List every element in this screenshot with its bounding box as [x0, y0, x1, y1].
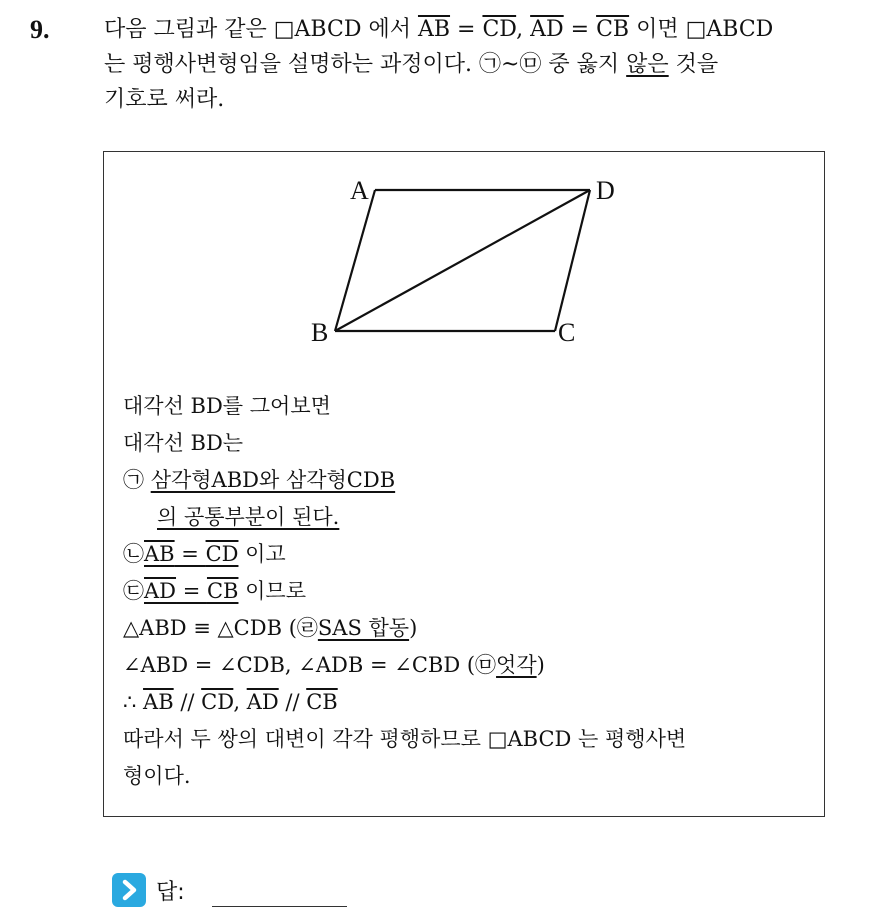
proof-lines: [123, 388, 813, 795]
equals: =: [176, 579, 207, 603]
q-text: 다음 그림과 같은 □ABCD 에서: [104, 17, 418, 42]
proof-line-10: 따라서 두 쌍의 대변이 각각 평행하므로 □ABCD 는 평행사변: [123, 727, 687, 751]
chevron-right-icon: [112, 873, 146, 907]
parallel-symbol: //: [278, 690, 307, 714]
proof-line-5: [123, 536, 813, 573]
vertex-b-label: B: [311, 318, 329, 347]
answer-blank[interactable]: [212, 906, 347, 907]
proof-line-2: 대각선 BD는: [123, 431, 244, 455]
question-line-2: [104, 47, 869, 82]
question-text: [104, 12, 869, 117]
therefore-symbol: ∴: [123, 690, 144, 714]
side-ab: [335, 190, 375, 331]
segment-ab: $\overline{AB}$: [143, 690, 174, 714]
q-text: 는 평행사변형임을 설명하는 과정이다. ㉠~㉤ 중 옳지: [104, 52, 627, 77]
proof-line-7: [123, 610, 813, 647]
q-text: ,: [516, 17, 531, 42]
question-line-3: 기호로 써라.: [104, 87, 225, 112]
step-marker-1: ㉠: [123, 468, 151, 492]
segment-ab: AB: [144, 542, 175, 566]
proof-line-6: [123, 573, 813, 610]
question-line-1: [104, 12, 869, 47]
segment-ad: $\overline{AD}$: [246, 690, 279, 714]
step-marker-2: ㉡: [123, 542, 144, 566]
step-text-1b: 의 공통부분이 된다.: [157, 505, 340, 529]
segment-cb: CB: [206, 579, 239, 603]
parallel-symbol: //: [173, 690, 202, 714]
q-text: =: [563, 17, 597, 42]
vertex-d-label: D: [596, 176, 615, 205]
q-text: 것을: [668, 52, 719, 77]
proof-line-3: [123, 462, 813, 499]
segment-cb: $\overline{CB}$: [596, 17, 630, 42]
step-reason-4: SAS 합동: [317, 616, 410, 640]
paren: ): [409, 616, 418, 640]
chevron-right-icon: [112, 873, 146, 907]
proof-line-8: [123, 647, 813, 684]
step-reason-5: 엇각: [496, 653, 537, 677]
segment-ad: $\overline{AD}$: [530, 17, 564, 42]
q-text: =: [450, 17, 483, 42]
step-marker-5: ㉤: [475, 653, 497, 677]
angle-statement: ∠ABD = ∠CDB, ∠ADB = ∠CBD (: [123, 653, 476, 677]
segment-cd: CD: [205, 542, 239, 566]
step-end: 이므로: [238, 579, 307, 603]
step-text-1a: 삼각형ABD와 삼각형CDB: [150, 468, 396, 492]
proof-line-9: [123, 684, 813, 721]
vertex-a-label: A: [350, 176, 369, 205]
step-marker-4: ㉣: [296, 616, 318, 640]
congruence-statement: △ABD ≡ △CDB (: [123, 616, 297, 640]
answer-label: 답:: [156, 880, 185, 905]
vertex-c-label: C: [558, 318, 576, 347]
segment-cd: $\overline{CD}$: [201, 690, 234, 714]
proof-line-11: 형이다.: [123, 764, 191, 788]
q-text: 이면 □ABCD: [629, 17, 774, 42]
segment-cb: $\overline{CB}$: [306, 690, 338, 714]
diagonal-bd: [335, 190, 590, 331]
segment-ad: AD: [144, 579, 177, 603]
parallelogram-figure: [104, 152, 824, 384]
proof-line-1: 대각선 BD를 그어보면: [123, 394, 331, 418]
side-dc: [555, 190, 590, 331]
comma: ,: [233, 690, 247, 714]
segment-cd: $\overline{CD}$: [482, 17, 517, 42]
step-end: 이고: [238, 542, 286, 566]
step-marker-3: ㉢: [123, 579, 144, 603]
question-number: 9.: [30, 15, 50, 44]
proof-line-4: [123, 499, 813, 536]
equals: =: [174, 542, 206, 566]
segment-ab: $\overline{AB}$: [417, 17, 451, 42]
underlined-word: 않은: [626, 52, 669, 77]
proof-box: [103, 151, 825, 817]
paren: ): [536, 653, 545, 677]
